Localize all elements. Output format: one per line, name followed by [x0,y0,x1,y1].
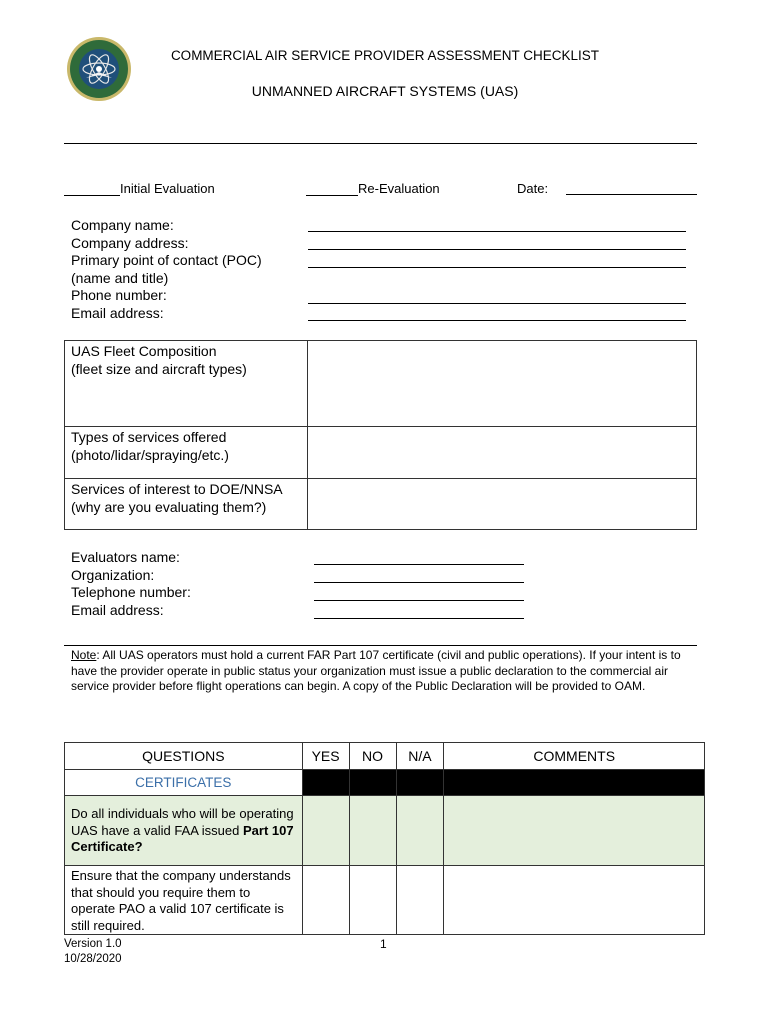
company-address-field[interactable] [308,249,686,250]
question-2-text: Ensure that the company understands that should you require them to operate PAO a valid 107 certificate is still required. [71,868,291,933]
note-paragraph [71,648,691,695]
note-rule [64,645,697,646]
section-black-cell [349,770,396,796]
question-cell [65,866,303,935]
na-header: N/A [396,743,444,770]
company-name-label: Company name: [71,217,174,233]
questions-header: QUESTIONS [65,743,303,770]
no-header: NO [349,743,396,770]
table-row [65,866,705,935]
yes-cell[interactable] [302,866,349,935]
fleet-composition-row [65,341,696,426]
section-black-cell [302,770,349,796]
yes-header: YES [302,743,349,770]
services-interest-row [65,478,696,530]
comments-cell[interactable] [444,796,705,866]
comments-header: COMMENTS [444,743,705,770]
company-info-labels [71,217,262,323]
question-1-bold: Part 107 Certificate? [71,822,294,854]
questions-table [64,742,705,935]
phone-label: Phone number: [71,287,167,304]
document-subtitle: UNMANNED AIRCRAFT SYSTEMS (UAS) [251,83,519,99]
header-rule [64,143,697,144]
no-cell[interactable] [349,866,396,935]
date-blank[interactable] [566,181,697,195]
services-interest-line2: (why are you evaluating them?) [71,498,267,515]
poc-field[interactable] [308,267,686,268]
reevaluation-label: Re-Evaluation [358,181,440,196]
table-row [65,796,705,866]
na-cell[interactable] [396,796,444,866]
company-address-label: Company address: [71,234,189,251]
evaluator-name-field[interactable] [314,564,524,565]
table-header-row [65,743,705,770]
services-offered-label [71,429,306,464]
reevaluation-blank[interactable] [306,182,358,196]
comments-cell[interactable] [444,866,705,935]
fleet-composition-label [71,343,306,378]
evaluator-org-label: Organization: [71,566,155,583]
phone-field[interactable] [308,303,686,304]
services-offered-line1: Types of services offered [71,429,227,445]
page-number: 1 [380,937,387,951]
poc-sub-label: (name and title) [71,269,169,286]
section-black-cell [444,770,705,796]
yes-cell[interactable] [302,796,349,866]
section-label-certificates: CERTIFICATES [65,770,303,796]
question-cell [65,796,303,866]
evaluation-type-row [64,181,697,201]
footer-version-block [64,937,122,967]
services-interest-line1: Services of interest to DOE/NNSA [71,481,283,497]
section-black-cell [396,770,444,796]
services-offered-row [65,426,696,478]
evaluator-org-field[interactable] [314,582,524,583]
question-1-text: Do all individuals who will be operating UAS have a valid FAA issued [71,806,294,838]
fleet-composition-line1: UAS Fleet Composition [71,343,217,359]
evaluator-email-field[interactable] [314,618,524,619]
email-field[interactable] [308,320,686,321]
document-title: COMMERCIAL AIR SERVICE PROVIDER ASSESSMENT CHECKLIST [170,48,600,63]
services-offered-line2: (photo/lidar/spraying/etc.) [71,446,229,463]
services-interest-label [71,481,306,516]
evaluator-phone-label: Telephone number: [71,584,191,601]
na-cell[interactable] [396,866,444,935]
date-label: Date: [517,181,549,196]
poc-label: Primary point of contact (POC) [71,252,262,269]
footer-version: Version 1.0 [64,938,122,950]
evaluator-info-labels [71,549,191,619]
fleet-composition-line2: (fleet size and aircraft types) [71,360,247,377]
fleet-info-box [64,340,697,530]
evaluator-name-label: Evaluators name: [71,549,180,565]
evaluator-email-label: Email address: [71,601,164,618]
company-name-field[interactable] [308,231,686,232]
email-label: Email address: [71,304,164,321]
section-row-certificates [65,770,705,796]
initial-evaluation-blank[interactable] [64,182,120,196]
note-text: : All UAS operators must hold a current FAR Part 107 certificate (civil and public operations). If your intent is to have the provider operate in public status your organization must issue a public declaration to the commercial air service provider before flight operations can begin. A copy of the Public Declaration will be provided to OAM. [71,648,681,694]
evaluator-phone-field[interactable] [314,600,524,601]
no-cell[interactable] [349,796,396,866]
initial-evaluation-label: Initial Evaluation [120,181,215,196]
footer-date: 10/28/2020 [64,953,122,965]
note-label: Note [71,648,97,662]
